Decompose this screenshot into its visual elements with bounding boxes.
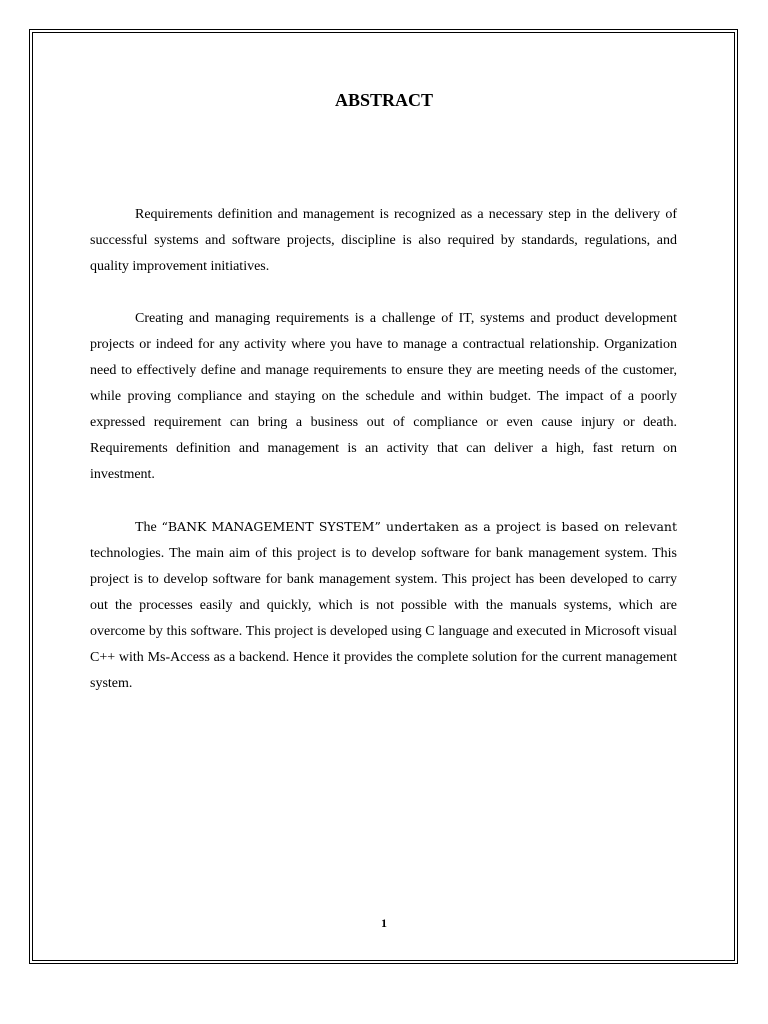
- abstract-paragraph-1: Requirements definition and management is recognized as a necessary step in the delivery of successful systems and software projects, discipline is also required by standards, regulations, and quality improvement initiatives.: [90, 207, 677, 274]
- page-border-inner: [32, 32, 735, 961]
- abstract-paragraph-3: [90, 514, 677, 697]
- abstract-paragraph-2: Creating and managing requirements is a challenge of IT, systems and product development projects or indeed for any activity where you have to manage a contractual relationship. Organization need to effectively define and manage requirements to ensure they are meeting needs of the customer, while proving compliance and staying on the schedule and within budget. The impact of a poorly expressed requirement can bring a business out of compliance or even cause injury or death. Requirements definition and management is an activity that can deliver a high, fast return on investment.: [90, 311, 677, 482]
- paragraph-3-project-name: “BANK MANAGEMENT SYSTEM” undertaken as a project is based on relevant: [161, 519, 678, 534]
- page-title: ABSTRACT: [334, 90, 434, 110]
- paragraph-3-intro: The: [135, 520, 162, 535]
- paragraph-3-body: technologies. The main aim of this project is to develop software for bank management system. This project is to develop software for bank management system. This project has been developed to carry out the processes easily and quickly, which is not possible with the manuals systems, which are overcome by this software. This project is developed using C language and executed in Microsoft visual C++ with Ms-Access as a backend. Hence it provides the complete solution for the current management system.: [90, 546, 677, 691]
- page-number: 1: [381, 916, 387, 930]
